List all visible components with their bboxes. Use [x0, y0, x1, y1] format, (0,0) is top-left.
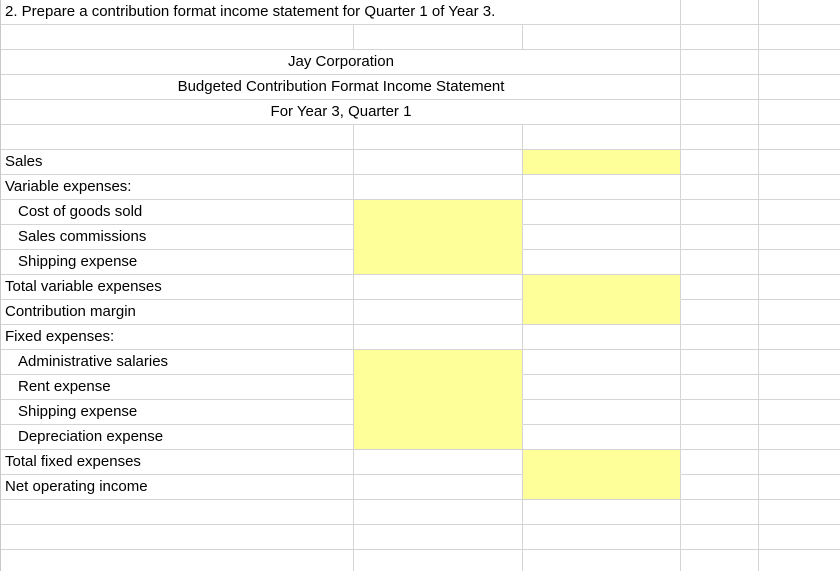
cell-e15[interactable]	[759, 350, 840, 375]
cell-c6[interactable]	[523, 125, 681, 150]
cell-b2[interactable]	[354, 25, 523, 50]
cell-c23[interactable]	[523, 550, 681, 571]
cell-d16[interactable]	[681, 375, 759, 400]
cell-b-sales[interactable]	[354, 150, 523, 175]
label-cost-of-goods-sold: Cost of goods sold	[1, 200, 354, 225]
row-sales	[1, 150, 840, 175]
input-sales[interactable]	[523, 150, 681, 175]
cell-e18[interactable]	[759, 425, 840, 450]
cell-e5[interactable]	[759, 100, 840, 125]
row-blank-6	[1, 125, 840, 150]
cell-a22[interactable]	[1, 525, 354, 550]
cell-e8[interactable]	[759, 175, 840, 200]
row-blank-21	[1, 500, 840, 525]
input-contribution-margin[interactable]	[523, 300, 681, 325]
cell-c15[interactable]	[523, 350, 681, 375]
cell-c22[interactable]	[523, 525, 681, 550]
cell-e3[interactable]	[759, 50, 840, 75]
row-instruction	[1, 0, 840, 25]
cell-d21[interactable]	[681, 500, 759, 525]
cell-e14[interactable]	[759, 325, 840, 350]
label-total-fixed-expenses: Total fixed expenses	[1, 450, 354, 475]
cell-c8[interactable]	[523, 175, 681, 200]
row-total-variable-expenses	[1, 275, 840, 300]
cell-e9[interactable]	[759, 200, 840, 225]
cell-d3[interactable]	[681, 50, 759, 75]
cell-d6[interactable]	[681, 125, 759, 150]
row-blank-22	[1, 525, 840, 550]
cell-e1[interactable]	[759, 0, 840, 25]
cell-d8[interactable]	[681, 175, 759, 200]
row-period	[1, 100, 840, 125]
cell-b14[interactable]	[354, 325, 523, 350]
cell-e4[interactable]	[759, 75, 840, 100]
cell-e2[interactable]	[759, 25, 840, 50]
input-shipping-expense-variable[interactable]	[354, 250, 523, 275]
row-sales-commissions	[1, 225, 840, 250]
cell-e17[interactable]	[759, 400, 840, 425]
input-rent-expense[interactable]	[354, 375, 523, 400]
cell-a3[interactable]	[1, 50, 354, 75]
row-shipping-expense-fixed	[1, 400, 840, 425]
cell-b19[interactable]	[354, 450, 523, 475]
cell-a6[interactable]	[1, 125, 354, 150]
label-fixed-expenses: Fixed expenses:	[1, 325, 354, 350]
cell-d20[interactable]	[681, 475, 759, 500]
cell-c4[interactable]	[523, 75, 681, 100]
cell-b12[interactable]	[354, 275, 523, 300]
cell-d2[interactable]	[681, 25, 759, 50]
input-total-variable-expenses[interactable]	[523, 275, 681, 300]
cell-e6[interactable]	[759, 125, 840, 150]
cell-e23[interactable]	[759, 550, 840, 571]
row-company	[1, 50, 840, 75]
row-administrative-salaries	[1, 350, 840, 375]
cell-d18[interactable]	[681, 425, 759, 450]
cell-c14[interactable]	[523, 325, 681, 350]
input-sales-commissions[interactable]	[354, 225, 523, 250]
row-statement	[1, 75, 840, 100]
cell-d15[interactable]	[681, 350, 759, 375]
cell-d23[interactable]	[681, 550, 759, 571]
period-label: For Year 3, Quarter 1	[270, 103, 412, 120]
cell-b3[interactable]	[354, 50, 523, 75]
cell-c2[interactable]	[523, 25, 681, 50]
cell-d12[interactable]	[681, 275, 759, 300]
label-shipping-expense-fixed: Shipping expense	[1, 400, 354, 425]
cell-d1[interactable]	[681, 0, 759, 25]
cell-b21[interactable]	[354, 500, 523, 525]
cell-d13[interactable]	[681, 300, 759, 325]
cell-c9[interactable]	[523, 200, 681, 225]
cell-e20[interactable]	[759, 475, 840, 500]
cell-e10[interactable]	[759, 225, 840, 250]
label-contribution-margin: Contribution margin	[1, 300, 354, 325]
cell-c18[interactable]	[523, 425, 681, 450]
cell-e22[interactable]	[759, 525, 840, 550]
cell-d5[interactable]	[681, 100, 759, 125]
cell-d19[interactable]	[681, 450, 759, 475]
row-contribution-margin	[1, 300, 840, 325]
label-administrative-salaries: Administrative salaries	[1, 350, 354, 375]
cell-e16[interactable]	[759, 375, 840, 400]
cell-a2[interactable]	[1, 25, 354, 50]
row-shipping-expense-variable	[1, 250, 840, 275]
row-depreciation-expense	[1, 425, 840, 450]
statement-title: Budgeted Contribution Format Income Statement	[177, 78, 505, 95]
cell-c5[interactable]	[523, 100, 681, 125]
input-depreciation-expense[interactable]	[354, 425, 523, 450]
row-rent-expense	[1, 375, 840, 400]
cell-c11[interactable]	[523, 250, 681, 275]
cell-c10[interactable]	[523, 225, 681, 250]
input-net-operating-income[interactable]	[523, 475, 681, 500]
cell-a5[interactable]	[1, 100, 354, 125]
cell-e12[interactable]	[759, 275, 840, 300]
cell-e13[interactable]	[759, 300, 840, 325]
label-rent-expense: Rent expense	[1, 375, 354, 400]
cell-d10[interactable]	[681, 225, 759, 250]
input-shipping-expense-fixed[interactable]	[354, 400, 523, 425]
cell-e21[interactable]	[759, 500, 840, 525]
label-net-operating-income: Net operating income	[1, 475, 354, 500]
label-depreciation-expense: Depreciation expense	[1, 425, 354, 450]
cell-d7[interactable]	[681, 150, 759, 175]
row-total-fixed-expenses	[1, 450, 840, 475]
company-name: Jay Corporation	[288, 53, 394, 70]
label-sales: Sales	[1, 150, 354, 175]
row-blank-23	[1, 550, 840, 571]
label-total-variable-expenses: Total variable expenses	[1, 275, 354, 300]
input-cost-of-goods-sold[interactable]	[354, 200, 523, 225]
cell-d4[interactable]	[681, 75, 759, 100]
row-cost-of-goods-sold	[1, 200, 840, 225]
cell-b6[interactable]	[354, 125, 523, 150]
cell-b5[interactable]	[354, 100, 523, 125]
cell-b20[interactable]	[354, 475, 523, 500]
cell-a21[interactable]	[1, 500, 354, 525]
row-fixed-expenses	[1, 325, 840, 350]
cell-d14[interactable]	[681, 325, 759, 350]
input-total-fixed-expenses[interactable]	[523, 450, 681, 475]
cell-c21[interactable]	[523, 500, 681, 525]
cell-c17[interactable]	[523, 400, 681, 425]
cell-b22[interactable]	[354, 525, 523, 550]
cell-a4[interactable]	[1, 75, 354, 100]
input-administrative-salaries[interactable]	[354, 350, 523, 375]
cell-b23[interactable]	[354, 550, 523, 571]
label-sales-commissions: Sales commissions	[1, 225, 354, 250]
cell-b4[interactable]	[354, 75, 523, 100]
instruction-text: 2. Prepare a contribution format income statement for Quarter 1 of Year 3.	[5, 3, 496, 20]
label-variable-expenses: Variable expenses:	[1, 175, 354, 200]
cell-d22[interactable]	[681, 525, 759, 550]
cell-c3[interactable]	[523, 50, 681, 75]
cell-c16[interactable]	[523, 375, 681, 400]
cell-e11[interactable]	[759, 250, 840, 275]
label-shipping-expense-variable: Shipping expense	[1, 250, 354, 275]
row-net-operating-income	[1, 475, 840, 500]
row-blank-2	[1, 25, 840, 50]
cell-e19[interactable]	[759, 450, 840, 475]
cell-c1[interactable]	[523, 0, 681, 25]
cell-d11[interactable]	[681, 250, 759, 275]
cell-b13[interactable]	[354, 300, 523, 325]
cell-d9[interactable]	[681, 200, 759, 225]
cell-d17[interactable]	[681, 400, 759, 425]
cell-e7[interactable]	[759, 150, 840, 175]
cell-a23[interactable]	[1, 550, 354, 571]
cell-b8[interactable]	[354, 175, 523, 200]
row-variable-expenses	[1, 175, 840, 200]
